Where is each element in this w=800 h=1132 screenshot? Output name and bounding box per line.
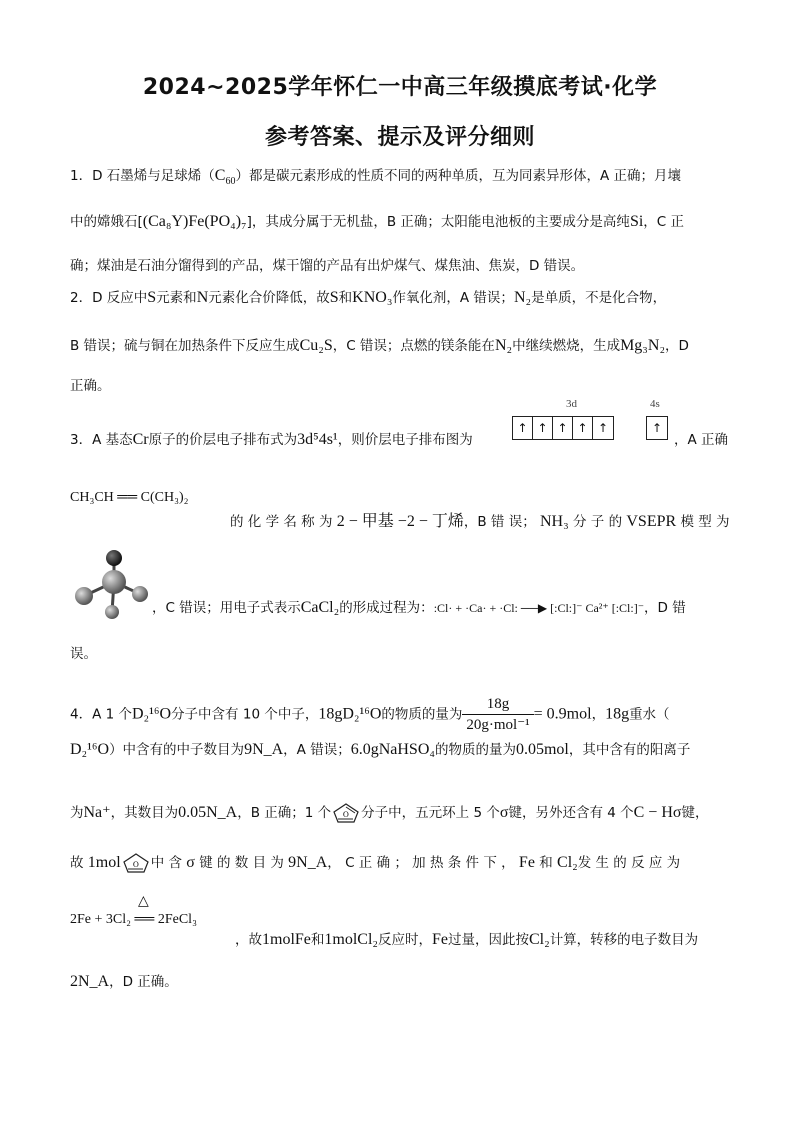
svg-text:O: O — [132, 860, 139, 869]
q2-line-2 — [70, 336, 735, 356]
q1-line-2 — [70, 212, 735, 232]
q3-structural-formula: CH₃CH ══ C(CH₃)₂ — [70, 490, 189, 505]
q3-text: 3．A 基态 — [70, 432, 133, 448]
q2-text: ，D — [665, 338, 689, 354]
q2-text: B 错误；硫与铜在加热条件下反应生成 — [70, 338, 300, 354]
q2-line-1 — [70, 288, 735, 308]
q3-vsepr: VSEPR — [626, 513, 677, 530]
q4-fe: Fe — [518, 854, 535, 871]
q1-line-3: 确；煤油是石油分馏得到的产品，煤干馏的产品有出炉煤气、煤焦油、焦炭，D 错误。 — [70, 258, 585, 274]
q3-text: ，B 错 误； — [463, 514, 536, 530]
q4-005na: 0.05N_A — [178, 804, 238, 821]
q1-text: ，C 正 — [643, 214, 684, 230]
q1-c60: $C_{60}$ — [214, 167, 236, 188]
q4-2na: 2N_A — [70, 973, 110, 990]
q4-d2o: D₂¹⁶O — [70, 741, 110, 758]
q4-ch-sigma: C − Hσ — [633, 804, 682, 821]
q4-text: 的物质的量为 — [381, 706, 463, 723]
q2-s: S — [147, 289, 157, 306]
q2-line-3: 正确。 — [70, 378, 111, 394]
q4-9na: 9N_A — [288, 854, 328, 871]
q4-line-3 — [70, 802, 735, 824]
q3-line-4: 误。 — [70, 646, 97, 662]
q4-text: 故 — [70, 855, 84, 871]
q4-text: 键， — [681, 805, 709, 821]
q4-text: 分子中含有 10 个中子， — [171, 706, 319, 723]
q4-1mol: 1mol — [87, 854, 121, 871]
q3-text: 的形成过程为： — [339, 600, 434, 616]
q4-text: 发 生 的 反 应 为 — [577, 855, 681, 871]
svg-text:O: O — [343, 810, 349, 819]
q4-text: 4．A 1 个 — [70, 706, 132, 723]
q4-equation: 2Fe + 3Cl₂ ══ 2FeCl₃ — [70, 912, 197, 927]
orbital-diagram-4s — [646, 416, 668, 440]
q4-cl2: Cl₂ — [528, 931, 550, 948]
q4-sigma: σ — [499, 804, 509, 821]
q4-text: ，B 正确；1 个 — [237, 805, 332, 821]
up-arrow-icon: ↑ — [533, 417, 553, 439]
q4-text: ， C 正 确 ； 加 热 条 件 下 ， — [327, 855, 515, 871]
q2-text: 元素和 — [156, 290, 197, 306]
q2-mg3n2: Mg₃N₂ — [620, 337, 666, 354]
q2-text: 中继续燃烧，生成 — [512, 338, 621, 354]
q4-text: 的物质的量为 — [434, 742, 516, 758]
q1-mineral-formula: (Ca₈Y)Fe(PO₄)₇ — [142, 213, 247, 230]
q3-line-2 — [230, 512, 750, 532]
q4-text: 和 — [310, 932, 325, 948]
q3-text: 模 型 为 — [680, 514, 730, 530]
q4-text: ，A 错误； — [283, 742, 351, 758]
q2-n: N — [196, 289, 209, 306]
orbital-label-3d: 3d — [566, 398, 577, 410]
q4-text: 为 — [70, 805, 84, 821]
q4-text: 键，另外还含有 4 个 — [508, 805, 634, 821]
q1-line-1 — [70, 166, 735, 192]
q4-text: ）中含有的中子数目为 — [109, 742, 245, 758]
q4-result: = 0.9mol — [533, 705, 592, 723]
q4-1molfe: 1molFe — [262, 931, 311, 948]
up-arrow-icon: ↑ — [651, 421, 663, 435]
q4-nahso4: 6.0gNaHSO₄ — [350, 741, 435, 758]
q4-sigma: σ — [186, 854, 195, 871]
q2-kno3: KNO₃ — [352, 289, 393, 306]
q4-1molcl2: 1molCl₂ — [324, 931, 378, 948]
q4-text: ，D 正确。 — [109, 974, 178, 990]
q1-text: 中的嫦娥石[ — [70, 214, 143, 230]
q2-text: ，C 错误；点燃的镁条能在 — [332, 338, 495, 354]
q4-line-1 — [70, 694, 735, 735]
q4-text: 分子中，五元环上 5 个 — [361, 805, 500, 821]
nh3-vsepr-model-image — [72, 548, 152, 620]
q2-s: S — [329, 289, 339, 306]
q4-text: 和 — [539, 855, 553, 871]
q3-line-3 — [152, 598, 752, 618]
q3-a-correct: ，A 正确 — [674, 432, 729, 448]
q3-electron-formation: :Cl· + ·Ca· + ·Cl: ──▶ [:Cl:]⁻ Ca²⁺ [:Cl:]⁻ — [433, 601, 645, 615]
orbital-label-4s: 4s — [650, 398, 660, 410]
furan-ring-icon — [121, 852, 151, 874]
q2-n2: N₂ — [494, 337, 513, 354]
q2-cu2s: Cu₂S — [299, 337, 333, 354]
q2-text: 是单质，不是化合物， — [531, 290, 667, 306]
q4-18g: 18g — [605, 705, 630, 723]
q4-fe: Fe — [431, 931, 448, 948]
q2-n2: N₂ — [513, 289, 532, 306]
q4-text: 重水（ — [629, 706, 670, 723]
q4-line-4 — [70, 852, 735, 874]
q4-text: ，故 — [235, 932, 262, 948]
q1-text: ）都是碳元素形成的性质不同的两种单质，互为同素异形体，A 正确；月壤 — [235, 168, 681, 184]
q4-9na: 9N_A — [244, 741, 284, 758]
heat-triangle-icon: △ — [138, 894, 149, 909]
q3-text: ，D 错 — [644, 600, 686, 616]
orbital-diagram-3d — [512, 416, 614, 440]
q4-text: 反应时， — [377, 932, 432, 948]
q3-text: 原子的价层电子排布式为 — [148, 432, 298, 448]
q4-mass: 18gD₂¹⁶O — [318, 705, 382, 723]
furan-ring-icon — [331, 802, 361, 824]
page-title: 2024~2025学年怀仁一中高三年级摸底考试·化学 — [142, 75, 658, 100]
q4-text: ，其中含有的阳离子 — [568, 742, 691, 758]
q4-text: 过量，因此按 — [447, 932, 529, 948]
q3-text: 分 子 的 — [572, 514, 623, 530]
q4-line-6 — [70, 972, 735, 992]
up-arrow-icon: ↑ — [573, 417, 593, 439]
q4-fraction: $\frac{18g}{\text{20g·mol⁻¹}}$ — [462, 694, 533, 735]
up-arrow-icon: ↑ — [597, 421, 609, 435]
q3-nh3: NH₃ — [540, 513, 569, 530]
q2-text: 元素化合价降低，故 — [208, 290, 330, 306]
q4-cl2: Cl₂ — [557, 854, 578, 871]
q1-text: 1．D 石墨烯与足球烯（ — [70, 168, 215, 184]
q2-text: 2．D 反应中 — [70, 290, 148, 306]
q2-text: 作氧化剂，A 错误； — [392, 290, 514, 306]
q3-compound-name: 2 − 甲基 −2 − 丁烯 — [336, 513, 464, 530]
q3-text: 的 化 学 名 称 为 — [230, 514, 333, 530]
q4-line-2 — [70, 740, 735, 760]
q3-cacl2: CaCl₂ — [300, 599, 340, 616]
q1-si: Si — [629, 213, 644, 230]
q3-cr: Cr — [132, 431, 149, 448]
q4-text: ，其数目为 — [110, 805, 179, 821]
q4-text: 中 含 — [150, 855, 182, 871]
q4-text: 键 的 数 目 为 — [199, 855, 284, 871]
q4-d2o: D₂¹⁶O — [132, 705, 172, 723]
q4-text: ， — [591, 706, 606, 723]
page-subtitle: 参考答案、提示及评分细则 — [264, 125, 535, 150]
q3-line-1 — [70, 430, 735, 450]
q3-text: ，C 错误；用电子式表示 — [152, 600, 301, 616]
q1-text: ]，其成分属于无机盐，B 正确；太阳能电池板的主要成分是高纯 — [246, 214, 630, 230]
q4-text: 计算，转移的电子数目为 — [549, 932, 699, 948]
up-arrow-icon: ↑ — [513, 417, 533, 439]
q4-na-ion: Na⁺ — [83, 804, 111, 821]
up-arrow-icon: ↑ — [553, 417, 573, 439]
q4-mol: 0.05mol — [515, 741, 569, 758]
q4-line-5 — [235, 930, 745, 950]
q3-config: 3d⁵4s¹ — [297, 431, 338, 448]
q2-text: 和 — [338, 290, 353, 306]
q3-text: ，则价层电子排布图为 — [337, 432, 473, 448]
